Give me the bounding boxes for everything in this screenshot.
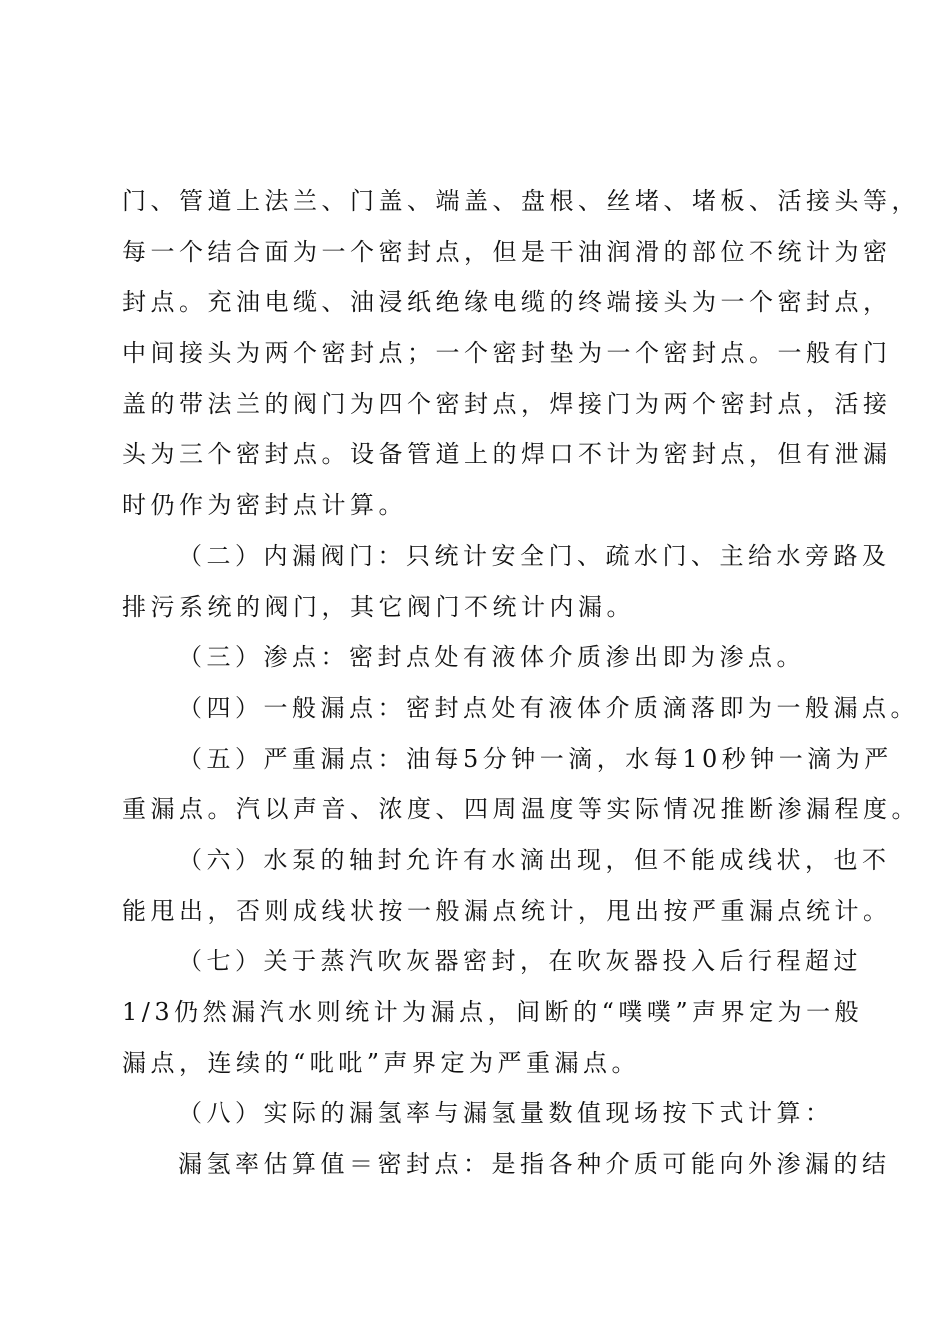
text-line: 漏点，连续的“吡吡”声界定为严重漏点。 [122, 1048, 641, 1077]
paragraph-start-line: （八）实际的漏氢率与漏氢量数值现场按下式计算： [178, 1099, 834, 1128]
text-line: 盖的带法兰的阀门为四个密封点，焊接门为两个密封点，活接 [122, 389, 892, 418]
text-line: 能甩出，否则成线状按一般漏点统计，甩出按严重漏点统计。 [122, 896, 892, 925]
text-line: 封点。充油电缆、油浸纸绝缘电缆的终端接头为一个密封点， [122, 288, 892, 317]
body-text [122, 176, 920, 1190]
paragraph-start-line: 漏氢率估算值＝密封点：是指各种介质可能向外渗漏的结 [178, 1150, 891, 1179]
paragraph-start-line: （五）严重漏点：油每5分钟一滴，水每10秒钟一滴为严 [178, 744, 893, 773]
text-line: 中间接头为两个密封点；一个密封垫为一个密封点。一般有门 [122, 339, 892, 368]
paragraph-start-line: （二）内漏阀门：只统计安全门、疏水门、主给水旁路及 [178, 541, 891, 570]
text-line: 门、管道上法兰、门盖、端盖、盘根、丝堵、堵板、活接头等， [122, 187, 920, 215]
text-line: 头为三个密封点。设备管道上的焊口不计为密封点，但有泄漏 [122, 440, 892, 469]
paragraph-start-line: （七）关于蒸汽吹灰器密封，在吹灰器投入后行程超过 [178, 947, 862, 976]
text-line: 排污系统的阀门，其它阀门不统计内漏。 [122, 592, 635, 621]
text-line: 重漏点。汽以声音、浓度、四周温度等实际情况推断渗漏程度。 [122, 795, 920, 824]
text-line: 每一个结合面为一个密封点，但是干油润滑的部位不统计为密 [122, 237, 892, 266]
text-line: 时仍作为密封点计算。 [122, 491, 407, 520]
text-line: 1/3仍然漏汽水则统计为漏点，间断的“噗噗”声界定为一般 [122, 998, 864, 1026]
paragraph-start-line: （四）一般漏点：密封点处有液体介质滴落即为一般漏点。 [178, 693, 919, 722]
paragraph-start-line: （六）水泵的轴封允许有水滴出现，但不能成线状，也不 [178, 845, 891, 874]
paragraph-start-line: （三）渗点：密封点处有液体介质渗出即为渗点。 [178, 643, 805, 672]
